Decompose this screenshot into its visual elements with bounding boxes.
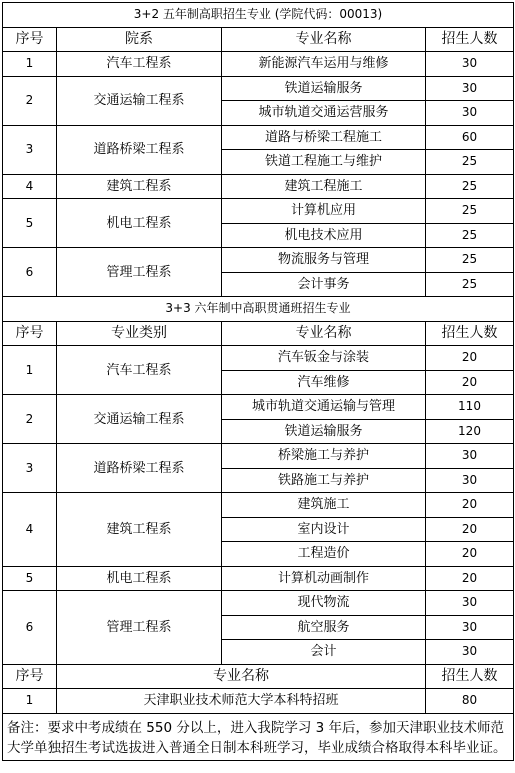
enrollment-count: 30 — [426, 591, 514, 616]
section2-header-row — [3, 321, 514, 346]
table-row — [3, 566, 514, 591]
major-name: 新能源汽车运用与维修 — [222, 52, 426, 77]
section2-header-cell: 招生人数 — [426, 321, 514, 346]
department-name: 管理工程系 — [57, 591, 222, 665]
table-row — [3, 76, 514, 101]
enrollment-count: 30 — [426, 52, 514, 77]
major-name: 建筑工程施工 — [222, 174, 426, 199]
department-name: 道路桥梁工程系 — [57, 125, 222, 174]
enrollment-count: 25 — [426, 223, 514, 248]
major-name: 会计事务 — [222, 272, 426, 297]
enrollment-count: 30 — [426, 615, 514, 640]
major-name: 铁道运输服务 — [222, 419, 426, 444]
row-number: 3 — [3, 125, 57, 174]
department-name: 建筑工程系 — [57, 174, 222, 199]
section3-header-row — [3, 664, 514, 689]
enrollment-count: 20 — [426, 542, 514, 567]
section1-header-cell: 招生人数 — [426, 27, 514, 52]
enrollment-count: 20 — [426, 346, 514, 371]
major-name: 计算机应用 — [222, 199, 426, 224]
table-row — [3, 174, 514, 199]
major-name: 汽车钣金与涂装 — [222, 346, 426, 371]
department-name: 汽车工程系 — [57, 52, 222, 77]
section2-header-cell: 专业名称 — [222, 321, 426, 346]
major-name: 铁道运输服务 — [222, 76, 426, 101]
department-name: 机电工程系 — [57, 566, 222, 591]
enrollment-count: 25 — [426, 199, 514, 224]
enrollment-count: 25 — [426, 150, 514, 175]
major-name: 室内设计 — [222, 517, 426, 542]
major-name: 物流服务与管理 — [222, 248, 426, 273]
enrollment-count: 20 — [426, 370, 514, 395]
enrollment-count: 30 — [426, 76, 514, 101]
department-name: 机电工程系 — [57, 199, 222, 248]
major-name: 航空服务 — [222, 615, 426, 640]
section1-header-cell: 专业名称 — [222, 27, 426, 52]
enrollment-count: 120 — [426, 419, 514, 444]
row-number: 5 — [3, 566, 57, 591]
major-name: 城市轨道交通运输与管理 — [222, 395, 426, 420]
enrollment-count: 80 — [426, 689, 514, 714]
section3-header-cell: 序号 — [3, 664, 57, 689]
enrollment-count: 110 — [426, 395, 514, 420]
row-number: 1 — [3, 689, 57, 714]
row-number: 4 — [3, 174, 57, 199]
major-name: 铁路施工与养护 — [222, 468, 426, 493]
row-number: 2 — [3, 395, 57, 444]
section1-title: 3+2 五年制高职招生专业 (学院代码：00013) — [3, 3, 514, 28]
major-name: 计算机动画制作 — [222, 566, 426, 591]
department-name: 建筑工程系 — [57, 493, 222, 567]
note-text: 备注：要求中考成绩在 550 分以上，进入我院学习 3 年后，参加天津职业技术师范大学单独招生考试选拔进入普通全日制本科班学习，毕业成绩合格取得本科毕业证。 — [3, 713, 514, 760]
enrollment-count: 20 — [426, 517, 514, 542]
section1-header-cell: 院系 — [57, 27, 222, 52]
section3-header-cell: 专业名称 — [57, 664, 426, 689]
row-number: 5 — [3, 199, 57, 248]
table-row — [3, 395, 514, 420]
department-name: 交通运输工程系 — [57, 395, 222, 444]
table-row — [3, 591, 514, 616]
major-name: 汽车维修 — [222, 370, 426, 395]
note-row — [3, 713, 514, 760]
department-name: 交通运输工程系 — [57, 76, 222, 125]
major-name: 会计 — [222, 640, 426, 665]
table-row — [3, 689, 514, 714]
admissions-table — [2, 2, 514, 761]
section1-header-cell: 序号 — [3, 27, 57, 52]
table-row — [3, 52, 514, 77]
enrollment-count: 30 — [426, 640, 514, 665]
enrollment-count: 20 — [426, 493, 514, 518]
table-row — [3, 125, 514, 150]
major-name: 铁道工程施工与维护 — [222, 150, 426, 175]
row-number: 2 — [3, 76, 57, 125]
table-row — [3, 248, 514, 273]
section2-header-cell: 专业类别 — [57, 321, 222, 346]
enrollment-count: 20 — [426, 566, 514, 591]
enrollment-count: 30 — [426, 101, 514, 126]
major-name: 现代物流 — [222, 591, 426, 616]
section1-title-row — [3, 3, 514, 28]
table-row — [3, 444, 514, 469]
major-name: 道路与桥梁工程施工 — [222, 125, 426, 150]
enrollment-count: 60 — [426, 125, 514, 150]
table-row — [3, 199, 514, 224]
section3-header-cell: 招生人数 — [426, 664, 514, 689]
major-name: 桥梁施工与养护 — [222, 444, 426, 469]
table-row — [3, 346, 514, 371]
enrollment-count: 25 — [426, 272, 514, 297]
department-name: 汽车工程系 — [57, 346, 222, 395]
admissions-table-body — [3, 3, 514, 761]
section2-header-cell: 序号 — [3, 321, 57, 346]
major-name: 城市轨道交通运营服务 — [222, 101, 426, 126]
row-number: 1 — [3, 52, 57, 77]
major-name: 天津职业技术师范大学本科特招班 — [57, 689, 426, 714]
section1-header-row — [3, 27, 514, 52]
section2-title: 3+3 六年制中高职贯通班招生专业 — [3, 297, 514, 322]
major-name: 工程造价 — [222, 542, 426, 567]
enrollment-count: 30 — [426, 444, 514, 469]
department-name: 管理工程系 — [57, 248, 222, 297]
row-number: 6 — [3, 591, 57, 665]
table-row — [3, 493, 514, 518]
major-name: 建筑施工 — [222, 493, 426, 518]
row-number: 6 — [3, 248, 57, 297]
enrollment-count: 25 — [426, 174, 514, 199]
row-number: 3 — [3, 444, 57, 493]
enrollment-count: 30 — [426, 468, 514, 493]
enrollment-count: 25 — [426, 248, 514, 273]
row-number: 1 — [3, 346, 57, 395]
department-name: 道路桥梁工程系 — [57, 444, 222, 493]
major-name: 机电技术应用 — [222, 223, 426, 248]
row-number: 4 — [3, 493, 57, 567]
section2-title-row — [3, 297, 514, 322]
